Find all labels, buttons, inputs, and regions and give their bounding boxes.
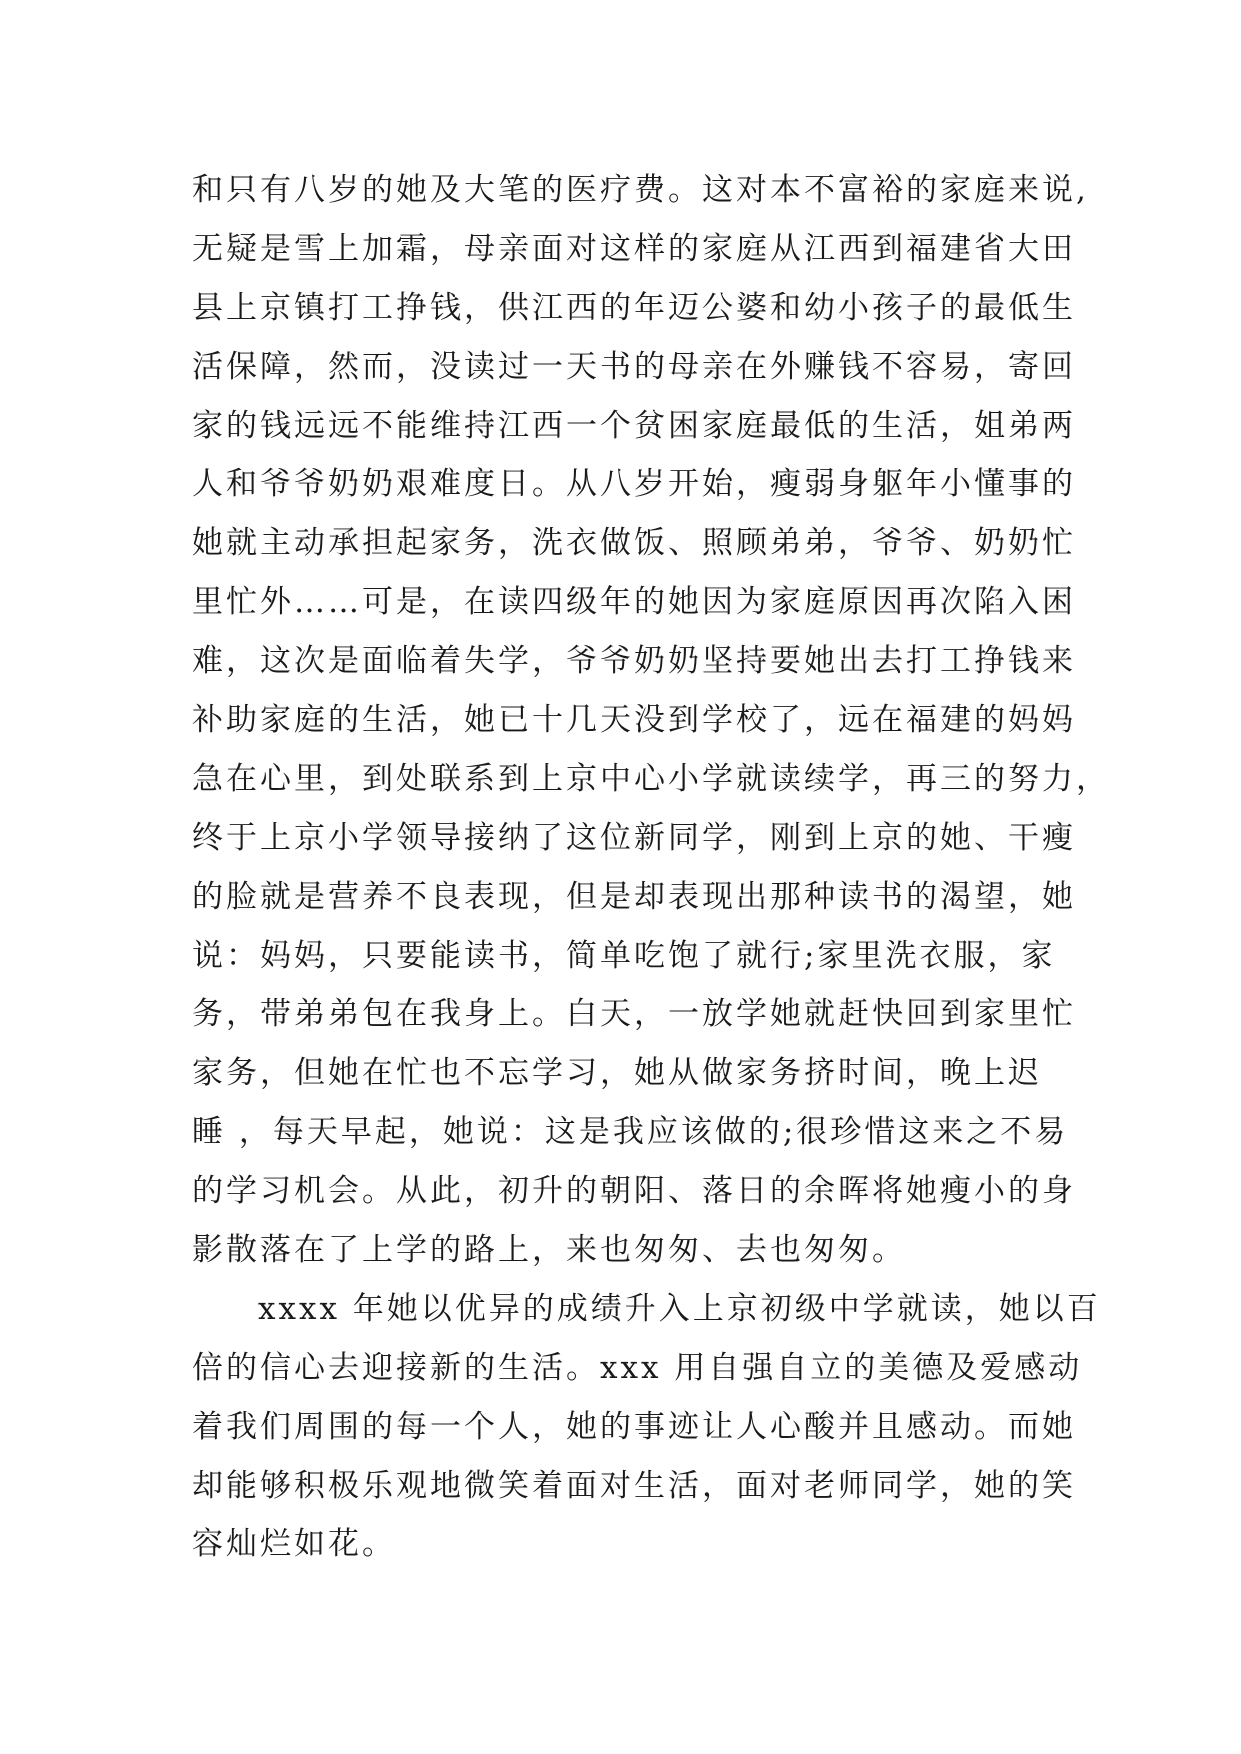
text-line: 的学习机会。从此，初升的朝阳、落日的余晖将她瘦小的身 <box>192 1173 1076 1210</box>
text-line: 影散落在了上学的路上，来也匆匆、去也匆匆。 <box>192 1232 906 1269</box>
text-line: 务，带弟弟包在我身上。白天，一放学她就赶快回到家里忙 <box>192 996 1076 1033</box>
text-line: 容灿烂如花。 <box>192 1526 396 1563</box>
text-line: 活保障，然而，没读过一天书的母亲在外赚钱不容易，寄回 <box>192 348 1076 385</box>
text-line: 无疑是雪上加霜，母亲面对这样的家庭从江西到福建省大田 <box>192 230 1076 267</box>
text-line: 里忙外……可是，在读四级年的她因为家庭原因再次陷入困 <box>192 584 1076 621</box>
paragraph-first-line: xxxx 年她以优异的成绩升入上京初级中学就读，她以百 <box>258 1290 1101 1327</box>
text-line: 的脸就是营养不良表现，但是却表现出那种读书的渴望，她 <box>192 878 1076 915</box>
text-line: 睡 ，每天早起，她说：这是我应该做的;很珍惜这来之不易 <box>192 1114 1069 1151</box>
text-line: 倍的信心去迎接新的生活。xxx 用自强自立的美德及爱感动 <box>192 1349 1083 1386</box>
text-line: 终于上京小学领导接纳了这位新同学，刚到上京的她、干瘦 <box>192 819 1076 856</box>
text-line: 却能够积极乐观地微笑着面对生活，面对老师同学，她的笑 <box>192 1467 1076 1504</box>
text-line: 县上京镇打工挣钱，供江西的年迈公婆和幼小孩子的最低生 <box>192 289 1076 326</box>
text-line: 急在心里，到处联系到上京中心小学就读续学，再三的努力， <box>192 760 1110 797</box>
text-line: 她就主动承担起家务，洗衣做饭、照顾弟弟，爷爷、奶奶忙 <box>192 525 1076 562</box>
text-line: 补助家庭的生活，她已十几天没到学校了，远在福建的妈妈 <box>192 702 1076 739</box>
text-line: 和只有八岁的她及大笔的医疗费。这对本不富裕的家庭来说, <box>192 172 1089 208</box>
text-line: 说：妈妈，只要能读书，简单吃饱了就行;家里洗衣服，家 <box>192 937 1056 974</box>
text-line: 着我们周围的每一个人，她的事迹让人心酸并且感动。而她 <box>192 1408 1076 1445</box>
text-line: 家务，但她在忙也不忘学习，她从做家务挤时间，晚上迟 <box>192 1055 1042 1092</box>
text-line: 人和爷爷奶奶艰难度日。从八岁开始，瘦弱身躯年小懂事的 <box>192 466 1076 503</box>
text-line: 家的钱远远不能维持江西一个贫困家庭最低的生活，姐弟两 <box>192 407 1076 444</box>
body-text <box>192 161 1110 1574</box>
text-line: 难，这次是面临着失学，爷爷奶奶坚持要她出去打工挣钱来 <box>192 643 1076 680</box>
